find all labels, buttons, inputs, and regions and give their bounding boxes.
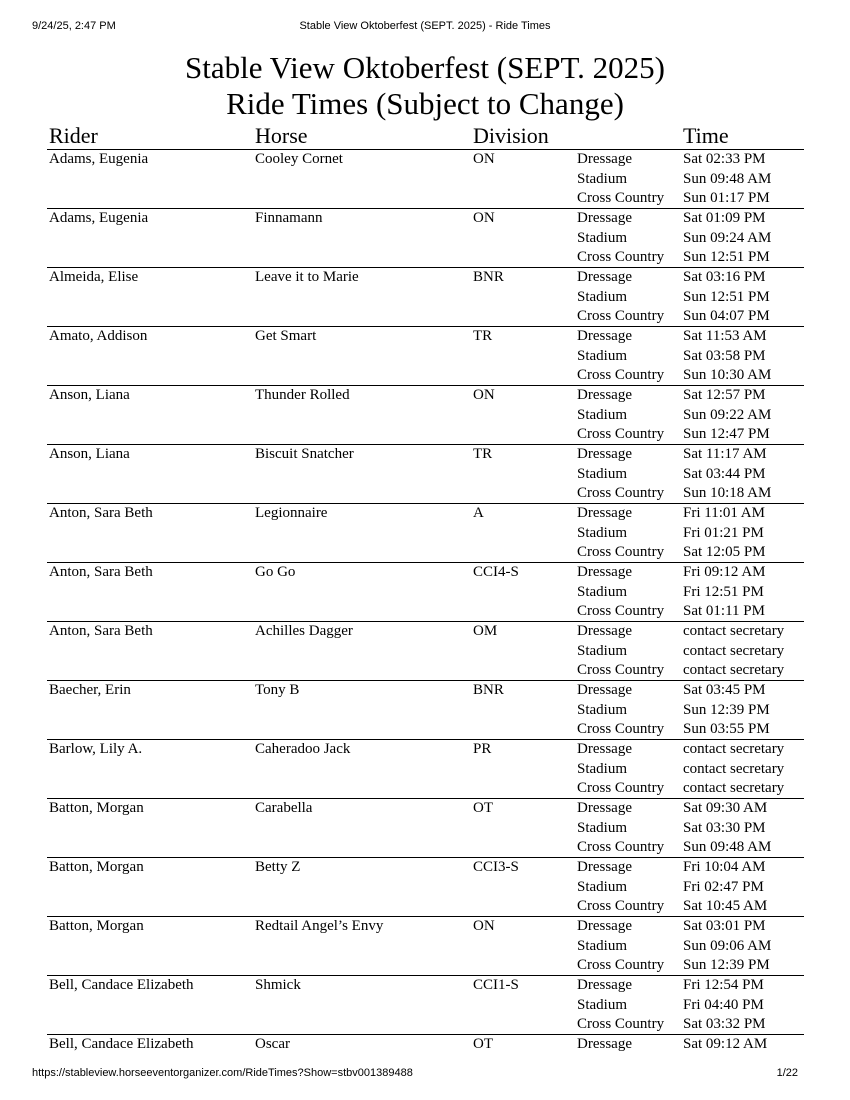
phase-name: Stadium <box>577 170 628 187</box>
phase-name: Dressage <box>577 623 632 639</box>
phase-name: Dressage <box>577 918 632 934</box>
table-row <box>47 1035 804 1055</box>
phase-row <box>47 366 804 386</box>
phase-row <box>47 878 804 898</box>
column-header-horse: Horse <box>255 123 308 148</box>
phase-time: Sat 03:58 PM <box>683 347 766 364</box>
division-cell: ON <box>473 151 495 167</box>
ride-times-table <box>47 122 804 1055</box>
table-body <box>47 150 804 1055</box>
horse-cell: Biscuit Snatcher <box>255 446 354 462</box>
rider-cell: Batton, Morgan <box>49 800 144 816</box>
horse-cell: Betty Z <box>255 859 301 875</box>
print-page-title: Stable View Oktoberfest (SEPT. 2025) - Ride Times <box>299 20 551 32</box>
phase-row <box>47 956 804 976</box>
phase-name: Stadium <box>577 760 628 777</box>
horse-cell: Carabella <box>255 800 313 816</box>
phase-row <box>47 976 804 996</box>
phase-row <box>47 189 804 209</box>
column-header-time: Time <box>683 123 729 148</box>
column-header-division: Division <box>473 123 549 148</box>
division-cell: ON <box>473 210 495 226</box>
phase-name: Dressage <box>577 682 632 698</box>
phase-time: Sat 11:53 AM <box>683 328 767 344</box>
horse-cell: Go Go <box>255 564 296 580</box>
phase-name: Dressage <box>577 564 632 580</box>
horse-cell: Redtail Angel’s Envy <box>255 918 384 934</box>
phase-name: Cross Country <box>577 426 665 442</box>
phase-row <box>47 602 804 622</box>
phase-time: Sat 03:01 PM <box>683 918 766 934</box>
table-row <box>47 268 804 327</box>
table-row <box>47 563 804 622</box>
division-cell: TR <box>473 328 493 344</box>
phase-row <box>47 642 804 662</box>
phase-row <box>47 937 804 957</box>
phase-time: Sun 09:48 AM <box>683 839 772 855</box>
table-row <box>47 445 804 504</box>
phase-name: Cross Country <box>577 190 665 206</box>
phase-time: contact secretary <box>683 741 785 757</box>
phase-name: Stadium <box>577 701 628 718</box>
phase-name: Dressage <box>577 210 632 226</box>
rider-cell: Adams, Eugenia <box>49 210 149 226</box>
rider-cell: Batton, Morgan <box>49 859 144 875</box>
division-cell: OM <box>473 623 498 639</box>
phase-name: Dressage <box>577 505 632 521</box>
table-row <box>47 740 804 799</box>
table-row <box>47 622 804 681</box>
phase-time: Fri 01:21 PM <box>683 524 764 541</box>
phase-name: Stadium <box>577 406 628 423</box>
phase-name: Cross Country <box>577 603 665 619</box>
print-footer <box>32 1067 818 1083</box>
phase-time: contact secretary <box>683 662 785 678</box>
phase-time: Fri 12:51 PM <box>683 583 764 600</box>
phase-time: contact secretary <box>683 642 785 659</box>
phase-name: Cross Country <box>577 485 665 501</box>
phase-row <box>47 583 804 603</box>
phase-time: Sat 03:44 PM <box>683 465 766 482</box>
phase-name: Cross Country <box>577 721 665 737</box>
phase-name: Stadium <box>577 583 628 600</box>
phase-row <box>47 268 804 288</box>
phase-name: Stadium <box>577 642 628 659</box>
title-line-1: Stable View Oktoberfest (SEPT. 2025) <box>184 50 665 85</box>
phase-row <box>47 799 804 819</box>
phase-row <box>47 779 804 799</box>
phase-row <box>47 484 804 504</box>
phase-time: Sat 12:57 PM <box>683 387 766 403</box>
phase-row <box>47 307 804 327</box>
phase-time: Sun 12:39 PM <box>683 957 770 973</box>
phase-name: Cross Country <box>577 367 665 383</box>
phase-row <box>47 406 804 426</box>
table-row <box>47 917 804 976</box>
phase-time: Sun 09:22 AM <box>683 406 772 423</box>
division-cell: CCI3-S <box>473 859 519 875</box>
phase-time: Fri 09:12 AM <box>683 564 766 580</box>
phase-time: Sun 09:48 AM <box>683 170 772 187</box>
phase-name: Dressage <box>577 269 632 285</box>
rider-cell: Baecher, Erin <box>49 682 131 698</box>
phase-name: Dressage <box>577 741 632 757</box>
phase-time: Sat 03:30 PM <box>683 819 766 836</box>
phase-time: Sun 04:07 PM <box>683 308 770 324</box>
rider-cell: Amato, Addison <box>49 328 148 344</box>
division-cell: A <box>473 505 484 521</box>
phase-row <box>47 681 804 701</box>
phase-time: Sun 12:47 PM <box>683 426 770 442</box>
rider-cell: Anton, Sara Beth <box>49 623 153 639</box>
horse-cell: Achilles Dagger <box>255 623 353 639</box>
phase-name: Dressage <box>577 446 632 462</box>
division-cell: OT <box>473 1036 493 1052</box>
phase-row <box>47 917 804 937</box>
phase-time: Sat 09:30 AM <box>683 800 768 816</box>
phase-name: Cross Country <box>577 957 665 973</box>
phase-name: Cross Country <box>577 898 665 914</box>
phase-name: Stadium <box>577 465 628 482</box>
phase-row <box>47 622 804 642</box>
phase-row <box>47 524 804 544</box>
phase-name: Stadium <box>577 937 628 954</box>
phase-time: Sun 09:24 AM <box>683 229 772 246</box>
phase-time: Sun 09:06 AM <box>683 937 772 954</box>
phase-row <box>47 760 804 780</box>
phase-row <box>47 445 804 465</box>
phase-time: Fri 10:04 AM <box>683 859 766 875</box>
phase-name: Stadium <box>577 819 628 836</box>
horse-cell: Shmick <box>255 977 301 993</box>
phase-name: Cross Country <box>577 544 665 560</box>
phase-time: Sat 01:11 PM <box>683 603 765 619</box>
phase-name: Stadium <box>577 288 628 305</box>
phase-name: Cross Country <box>577 780 665 796</box>
table-row <box>47 976 804 1035</box>
phase-time: Sat 02:33 PM <box>683 151 766 167</box>
phase-row <box>47 563 804 583</box>
phase-row <box>47 465 804 485</box>
phase-row <box>47 838 804 858</box>
division-cell: PR <box>473 741 492 757</box>
phase-row <box>47 150 804 170</box>
phase-row <box>47 170 804 190</box>
horse-cell: Finnamann <box>255 210 323 226</box>
phase-name: Dressage <box>577 387 632 403</box>
rider-cell: Anson, Liana <box>49 387 130 403</box>
rider-cell: Batton, Morgan <box>49 918 144 934</box>
table-row <box>47 327 804 386</box>
phase-time: Fri 11:01 AM <box>683 505 765 521</box>
rider-cell: Anton, Sara Beth <box>49 505 153 521</box>
phase-row <box>47 996 804 1016</box>
horse-cell: Caheradoo Jack <box>255 741 351 757</box>
phase-row <box>47 288 804 308</box>
phase-row <box>47 543 804 563</box>
print-page-number: 1/22 <box>776 1067 798 1079</box>
phase-row <box>47 1035 804 1055</box>
phase-time: Sat 03:45 PM <box>683 682 766 698</box>
phase-row <box>47 504 804 524</box>
phase-time: Fri 02:47 PM <box>683 878 764 895</box>
phase-time: Sat 03:32 PM <box>683 1016 766 1032</box>
print-url: https://stableview.horseeventorganizer.com/RideTimes?Show=stbv001389488 <box>32 1067 413 1079</box>
division-cell: TR <box>473 446 493 462</box>
horse-cell: Tony B <box>255 682 300 698</box>
phase-time: contact secretary <box>683 780 785 796</box>
phase-row <box>47 209 804 229</box>
phase-time: Sat 03:16 PM <box>683 269 766 285</box>
rider-cell: Barlow, Lily A. <box>49 741 143 757</box>
phase-time: Fri 12:54 PM <box>683 977 764 993</box>
phase-row <box>47 1015 804 1035</box>
division-cell: OT <box>473 800 493 816</box>
phase-time: Sun 12:51 PM <box>683 288 770 305</box>
horse-cell: Oscar <box>255 1036 290 1052</box>
phase-name: Stadium <box>577 347 628 364</box>
phase-time: Sun 03:55 PM <box>683 721 770 737</box>
phase-name: Stadium <box>577 878 628 895</box>
phase-name: Dressage <box>577 328 632 344</box>
phase-row <box>47 347 804 367</box>
title-line-2: Ride Times (Subject to Change) <box>226 86 624 121</box>
document-title <box>0 50 850 122</box>
phase-row <box>47 720 804 740</box>
phase-name: Dressage <box>577 151 632 167</box>
phase-time: Sun 12:51 PM <box>683 249 770 265</box>
phase-row <box>47 425 804 445</box>
phase-name: Dressage <box>577 800 632 816</box>
phase-time: Sun 01:17 PM <box>683 190 770 206</box>
phase-row <box>47 248 804 268</box>
phase-name: Stadium <box>577 524 628 541</box>
phase-name: Stadium <box>577 996 628 1013</box>
table-row <box>47 681 804 740</box>
phase-time: Sat 10:45 AM <box>683 898 768 914</box>
horse-cell: Thunder Rolled <box>255 387 350 403</box>
horse-cell: Legionnaire <box>255 505 328 521</box>
phase-name: Cross Country <box>577 1016 665 1032</box>
phase-time: contact secretary <box>683 760 785 777</box>
phase-time: Fri 04:40 PM <box>683 996 764 1013</box>
table-row <box>47 799 804 858</box>
division-cell: CCI4-S <box>473 564 519 580</box>
phase-name: Cross Country <box>577 308 665 324</box>
phase-time: contact secretary <box>683 623 785 639</box>
phase-row <box>47 386 804 406</box>
phase-row <box>47 229 804 249</box>
rider-cell: Almeida, Elise <box>49 269 139 285</box>
phase-name: Cross Country <box>577 839 665 855</box>
division-cell: BNR <box>473 269 504 285</box>
rider-cell: Adams, Eugenia <box>49 151 149 167</box>
phase-row <box>47 819 804 839</box>
phase-time: Sun 10:30 AM <box>683 367 772 383</box>
table-row <box>47 858 804 917</box>
column-header-rider: Rider <box>49 123 98 148</box>
horse-cell: Cooley Cornet <box>255 151 343 167</box>
phase-time: Sat 09:12 AM <box>683 1036 768 1052</box>
rider-cell: Anton, Sara Beth <box>49 564 153 580</box>
horse-cell: Leave it to Marie <box>255 269 359 285</box>
phase-row <box>47 701 804 721</box>
print-header <box>32 20 818 36</box>
phase-row <box>47 740 804 760</box>
print-datetime: 9/24/25, 2:47 PM <box>32 20 116 32</box>
table-row <box>47 386 804 445</box>
phase-name: Stadium <box>577 229 628 246</box>
table-row <box>47 150 804 209</box>
table-row <box>47 209 804 268</box>
phase-name: Dressage <box>577 977 632 993</box>
phase-name: Dressage <box>577 1036 632 1052</box>
rider-cell: Bell, Candace Elizabeth <box>49 977 194 993</box>
phase-name: Cross Country <box>577 662 665 678</box>
division-cell: CCI1-S <box>473 977 519 993</box>
phase-time: Sat 11:17 AM <box>683 446 767 462</box>
phase-row <box>47 327 804 347</box>
division-cell: ON <box>473 387 495 403</box>
rider-cell: Anson, Liana <box>49 446 130 462</box>
phase-row <box>47 897 804 917</box>
phase-name: Dressage <box>577 859 632 875</box>
phase-row <box>47 858 804 878</box>
table-row <box>47 504 804 563</box>
table-header <box>47 122 804 150</box>
division-cell: ON <box>473 918 495 934</box>
phase-name: Cross Country <box>577 249 665 265</box>
phase-time: Sun 10:18 AM <box>683 485 772 501</box>
phase-row <box>47 661 804 681</box>
horse-cell: Get Smart <box>255 328 317 344</box>
phase-time: Sat 01:09 PM <box>683 210 766 226</box>
rider-cell: Bell, Candace Elizabeth <box>49 1036 194 1052</box>
division-cell: BNR <box>473 682 504 698</box>
phase-time: Sat 12:05 PM <box>683 544 766 560</box>
phase-time: Sun 12:39 PM <box>683 701 770 718</box>
